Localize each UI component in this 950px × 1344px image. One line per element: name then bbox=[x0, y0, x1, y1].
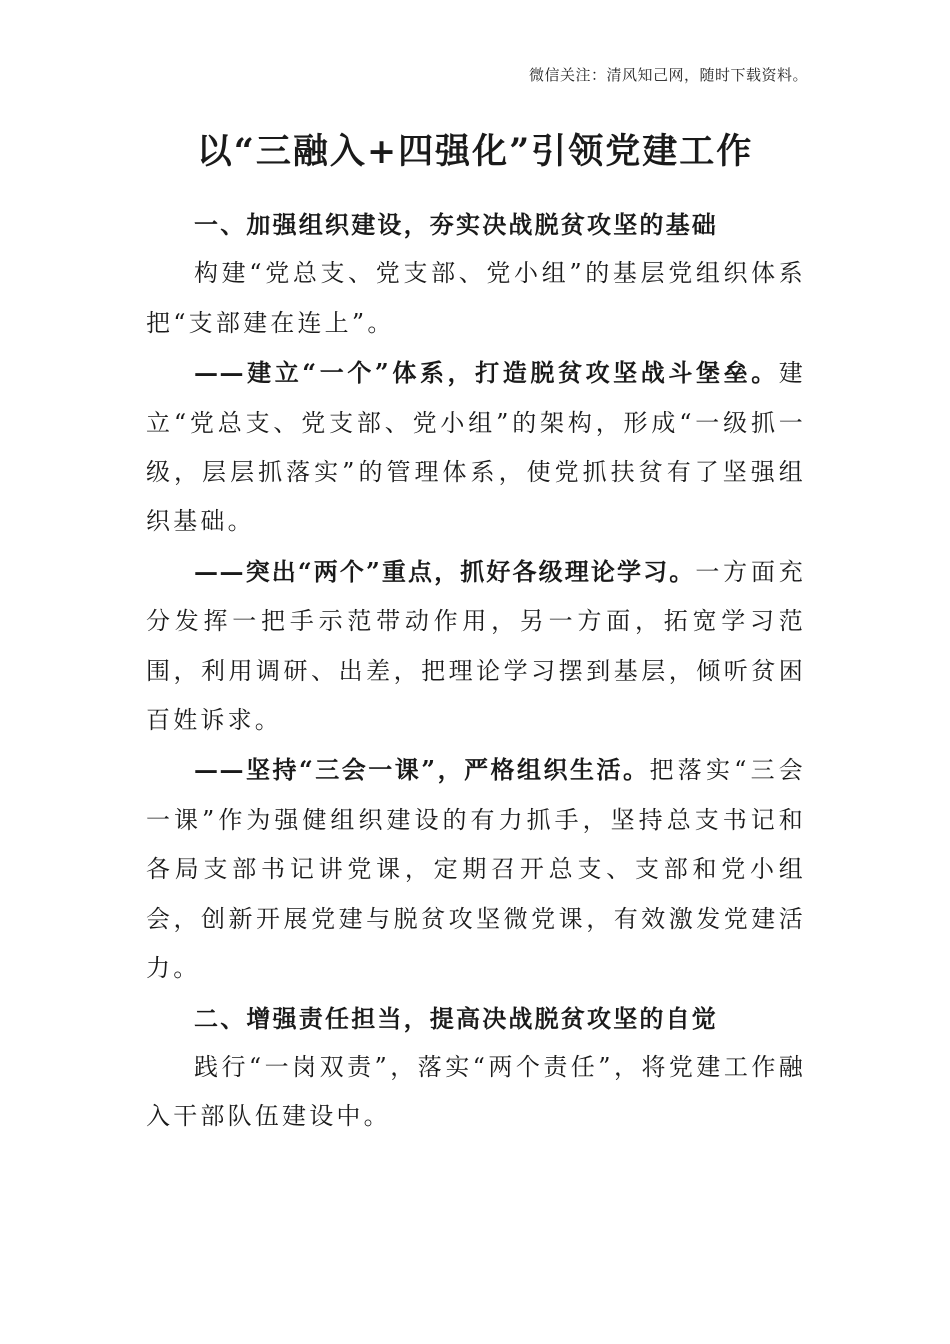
header-note: 微信关注：清风知己网，随时下载资料。 bbox=[528, 66, 808, 84]
point-lead-3: ——坚持“三会一课”，严格组织生活。 bbox=[194, 755, 650, 785]
section-heading-2: 二、增强责任担当，提高决战脱贫攻坚的自觉 bbox=[194, 1003, 718, 1033]
point-text-1: 建立“党总支、党支部、党小组”的架构，形成“一级抓一级，层层抓落实”的管理体系，使党抓扶贫有了坚强组织基础。 bbox=[146, 359, 806, 536]
section-heading-1: 一、加强组织建设，夯实决战脱贫攻坚的基础 bbox=[194, 210, 718, 239]
point-lead-2: ——突出“两个”重点，抓好各级理论学习。 bbox=[194, 556, 696, 586]
document-title: 以“三融入+四强化”引领党建工作 bbox=[196, 131, 754, 172]
point-text-2: 一方面充分发挥一把手示范带动作用，另一方面，拓宽学习范围，利用调研、出差，把理论学习摆到基层，倾听贫困百姓诉求。 bbox=[146, 557, 806, 735]
section-intro-1: 构建“党总支、党支部、党小组”的基层党组织体系把“支部建在连上”。 bbox=[146, 259, 806, 337]
point-paragraph-3 bbox=[146, 745, 806, 993]
point-paragraph-1 bbox=[146, 348, 806, 547]
section-intro-2: 践行“一岗双责”，落实“两个责任”，将党建工作融入干部队伍建设中。 bbox=[146, 1052, 806, 1131]
document-body bbox=[146, 200, 806, 1142]
point-lead-1: ——建立“一个”体系，打造脱贫攻坚战斗堡垒。 bbox=[194, 358, 779, 388]
point-paragraph-2 bbox=[146, 547, 806, 746]
point-text-3: 把落实“三会一课”作为强健组织建设的有力抓手，坚持总支书记和各局支部书记讲党课，定期召开总支、支部和党小组会，创新开展党建与脱贫攻坚微党课，有效激发党建活力。 bbox=[146, 756, 806, 983]
